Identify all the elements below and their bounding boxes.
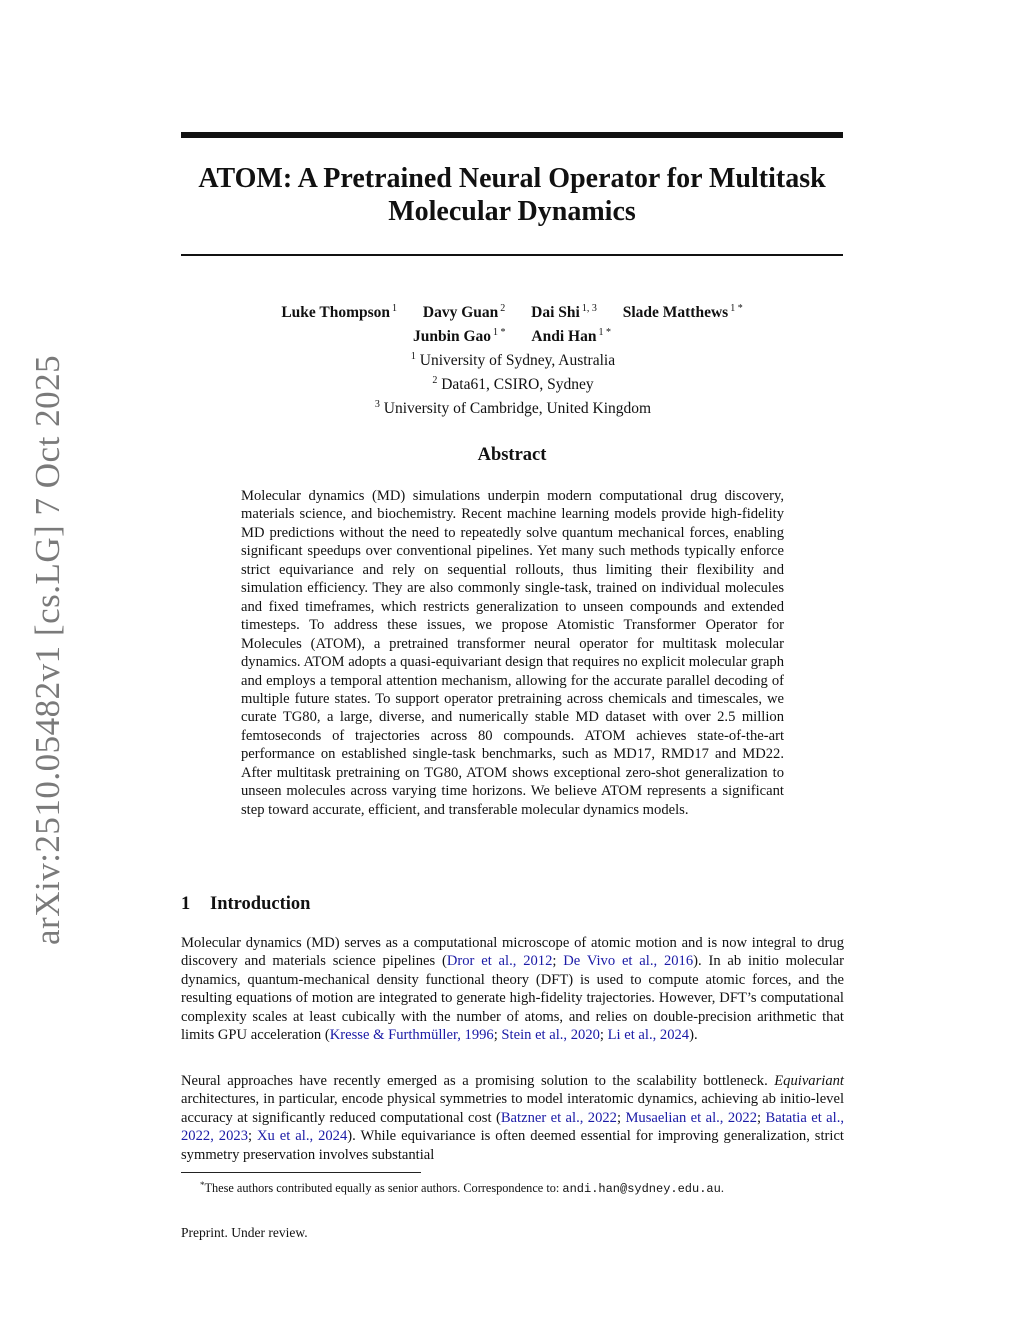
citation-link[interactable]: Musaelian et al., 2022 [625,1109,758,1126]
author-block [181,299,843,419]
affiliation: $^1$ University of Sydney, Australia [410,351,616,369]
email-address[interactable]: andi.han@sydney.edu.au [562,1182,721,1196]
title-top-rule [181,132,843,138]
citation-link[interactable]: Kresse & Furthmüller, 1996 [329,1027,494,1044]
section-title: Introduction [210,894,311,914]
abstract-heading: Abstract [477,445,547,465]
citation-link[interactable]: Batzner et al., 2022 [500,1109,617,1126]
title-line-1: ATOM: A Pretrained Neural Operator for Multitask [198,163,826,194]
affiliation: $^2$ Data61, CSIRO, Sydney [432,375,594,393]
title-bottom-rule [181,254,843,256]
author: Luke Thompson $^1$ [281,303,398,321]
citation-link[interactable]: Dror et al., 2012 [446,953,553,970]
citation-link[interactable]: De Vivo et al., 2016 [563,953,694,970]
section-heading [181,894,310,915]
citation-link[interactable]: Li et al., 2024 [607,1027,690,1044]
citation-link[interactable]: Batatia et al., 2022, 2023 [181,1109,845,1145]
footnote: *These authors contributed equally as senior authors. Correspondence to: andi.han@sydney.edu.au. [200,1180,724,1196]
citation-link[interactable]: Xu et al., 2024 [257,1128,348,1145]
author: Davy Guan $^2$ [422,303,506,321]
abstract-text: Molecular dynamics (MD) simulations underpin modern computational drug discovery, materials science, and biochemistry. Recent machine learning models provide high-fidelity MD predictions without the need to repeatedly solve quantum mechanical forces, enabling significant speedups over conventional pipelines. Yet many such methods typically enforce strict equivariance and rely on sequential rollouts, thus limiting their flexibility and simulation efficiency. They are also commonly single-task, trained on individual molecules and fixed timeframes, which restricts generalization to unseen compounds and extended timesteps. To address these issues, we propose Atomistic Transformer Operator for Molecules (ATOM), a pretrained transformer neural operator for multitask molecular dynamics. ATOM adopts a quasi-equivariant design that requires no explicit molecular graph and employs a temporal attention mechanism, allowing for the accurate parallel decoding of multiple future states. To support operator pretraining across chemicals and timescales, we curate TG80, a large, diverse, and numerically stable MD dataset with over 2.5 million femtoseconds of trajectories across 80 compounds. ATOM achieves state-of-the-art performance on established single-task benchmarks, such as MD17, RMD17 and MD22. After multitask pretraining on TG80, ATOM shows exceptional zero-shot generalization to unseen molecules across varying time horizons. We believe ATOM represents a significant step toward accurate, efficient, and transferable molecular dynamics models. [241,488,784,818]
arxiv-identifier: arXiv:2510.05482v1 [cs.LG] 7 Oct 2025 [28,354,67,945]
author-line-1 [181,299,843,323]
author: Slade Matthews $^{1 *}$ [622,303,743,321]
intro-paragraph-2: Neural approaches have recently emerged as a promising solution to the scalability bottleneck. Equivariant architectures, in particular, encode physical symmetries to model interatomic dynamics, achieving ab initio-level accuracy at significantly reduced computational cost (Batzner et al., 2022; Musaelian et al., 2022; Batatia et al., 2022, 2023; Xu et al., 2024). While equivariance is often deemed essential for improving generalization, strict symmetry preservation involves substantial [181,1073,845,1163]
author: Andi Han $^{1 *}$ [531,327,611,345]
preprint-note: Preprint. Under review. [181,1225,308,1240]
author: Junbin Gao $^{1 *}$ [413,327,506,345]
section-number: 1 [181,894,191,914]
author-line-2 [181,323,843,347]
citation-link[interactable]: Stein et al., 2020 [501,1027,600,1044]
author: Dai Shi $^{1, 3}$ [531,303,597,321]
paper-title [181,162,843,228]
title-line-2: Molecular Dynamics [388,196,636,227]
intro-paragraph-1: Molecular dynamics (MD) serves as a computational microscope of atomic motion and is now integral to drug discovery and materials science pipelines (Dror et al., 2012; De Vivo et al., 2016). In ab initio molecular dynamics, quantum-mechanical density functional theory (DFT) is used to compute atomic forces, and the resulting equations of motion are integrated to generate high-fidelity trajectories. However, DFT’s computational complexity scales at least cubically with the number of atoms, and relies on double-precision arithmetic that limits GPU acceleration (Kresse & Furthmüller, 1996; Stein et al., 2020; Li et al., 2024). [181,935,844,1044]
affiliation: $^3$ University of Cambridge, United Kingdom [374,399,652,417]
footnote-rule [181,1172,421,1173]
